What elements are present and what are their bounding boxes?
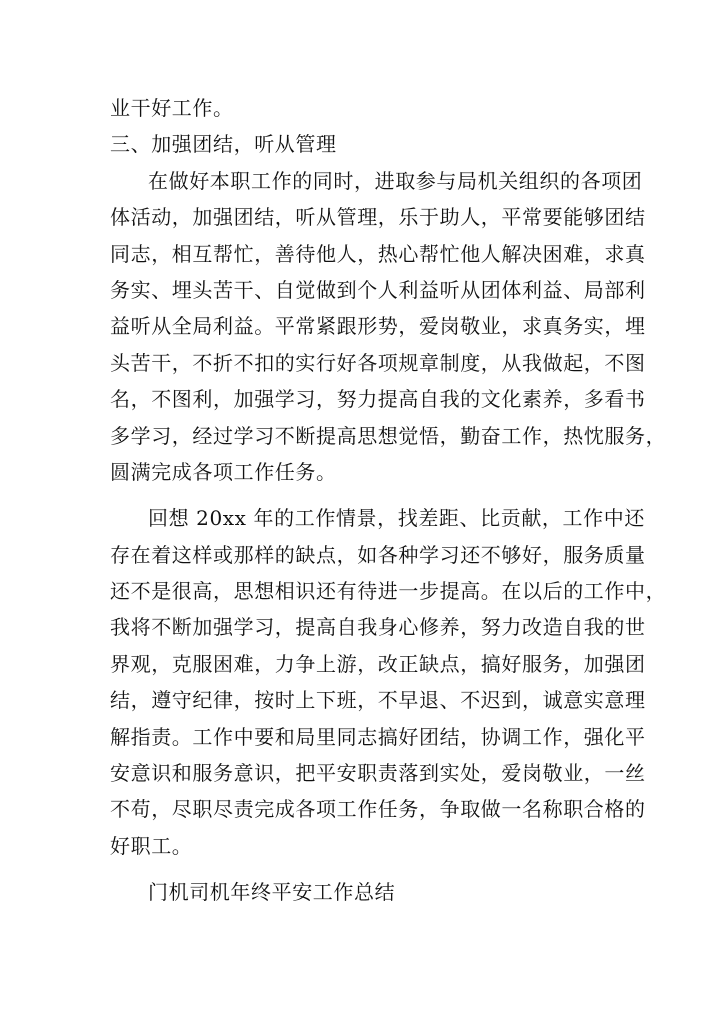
- text-line: 我将不断加强学习，提高自我身心修养，努力改造自我的世: [110, 615, 646, 640]
- text-line: 名，不图利，加强学习，努力提高自我的文化素养，多看书: [110, 387, 646, 412]
- paragraph-gap: [110, 864, 612, 874]
- text-line: 头苦干，不折不扣的实行好各项规章制度，从我做起，不图: [110, 350, 646, 375]
- text-line: 业干好工作。: [110, 96, 234, 120]
- text-line: 好职工。: [110, 833, 193, 858]
- text-line: 多学习，经过学习不断提高思想觉悟，勤奋工作，热忱服务，: [110, 423, 667, 448]
- text-line: 还不是很高，思想相识还有待进一步提高。在以后的工作中，: [110, 579, 667, 604]
- text-line: 存在着这样或那样的缺点，如各种学习还不够好，服务质量: [110, 542, 646, 567]
- document-body: [110, 90, 667, 911]
- section-heading: 三、加强团结，听从管理: [110, 132, 337, 157]
- next-section-title: 门机司机年终平安工作总结: [148, 880, 396, 905]
- text-line: 体活动，加强团结，听从管理，乐于助人，平常要能够团结: [110, 205, 646, 230]
- text-line: 务实、埋头苦干、自觉做到个人利益听从团体利益、局部利: [110, 277, 646, 302]
- text-line: 同志，相互帮忙，善待他人，热心帮忙他人解决困难，求真: [110, 241, 646, 266]
- text-line: 在做好本职工作的同时，进取参与局机关组织的各项团: [148, 168, 643, 193]
- text-line: 安意识和服务意识，把平安职责落到实处，爱岗敬业，一丝: [110, 761, 646, 786]
- paragraph: [110, 500, 667, 864]
- text-line: 解指责。工作中要和局里同志搞好团结，协调工作，强化平: [110, 724, 646, 749]
- text-line: 界观，克服困难，力争上游，改正缺点，搞好服务，加强团: [110, 651, 646, 676]
- paragraph-gap: [110, 490, 612, 500]
- text-line: 不苟，尽职尽责完成各项工作任务，争取做一名称职合格的: [110, 797, 646, 822]
- text-line: 结，遵守纪律，按时上下班，不早退、不迟到，诚意实意理: [110, 688, 646, 713]
- text-line: 回想 20xx 年的工作情景，找差距、比贡献，工作中还: [148, 506, 645, 531]
- paragraph: [110, 163, 667, 491]
- text-line: 益听从全局利益。平常紧跟形势，爱岗敬业，求真务实，埋: [110, 314, 646, 339]
- text-line: 圆满完成各项工作任务。: [110, 459, 337, 484]
